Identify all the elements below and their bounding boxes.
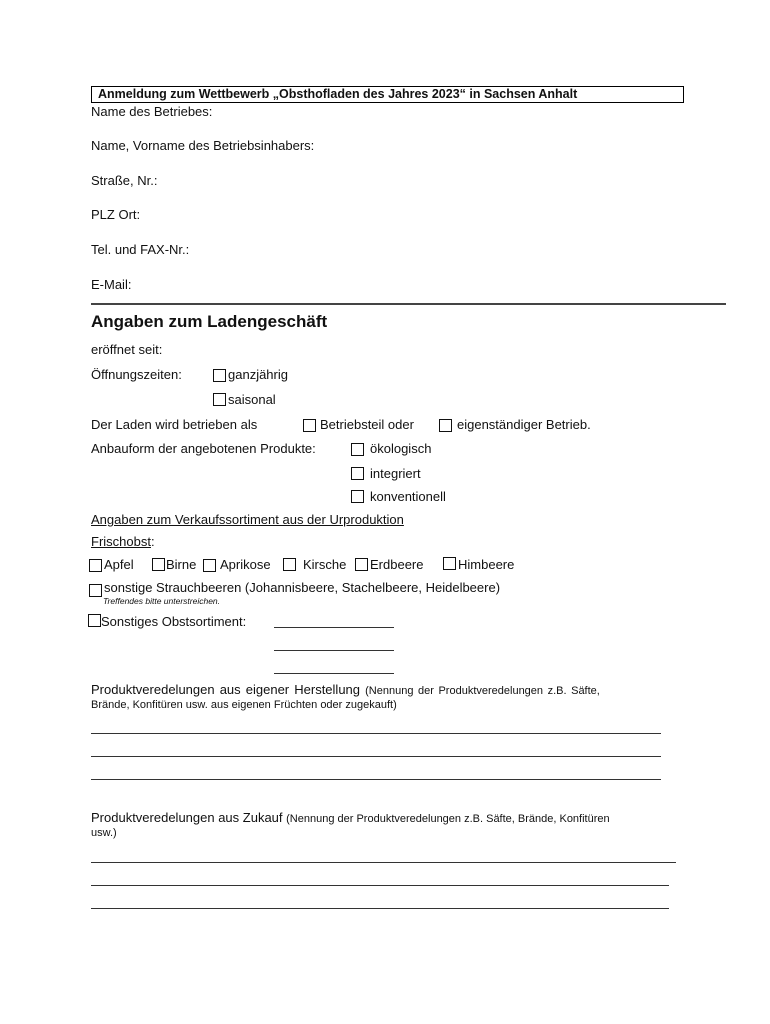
checkbox-business-part[interactable] <box>303 419 316 432</box>
label-pear: Birne <box>166 557 197 572</box>
label-business-part: Betriebsteil oder <box>320 417 414 432</box>
bought-processing-title: Produktveredelungen aus Zukauf <box>91 810 283 825</box>
checkbox-strawberry[interactable] <box>355 558 368 571</box>
fresh-fruit-colon: : <box>150 534 155 549</box>
bought-processing-desc-1: (Nennung der Produktveredelungen z.B. Säfte, Brände, Konfitüren <box>286 813 610 825</box>
own-processing-desc-1: (Nennung der Produktveredelungen z.B. Säfte, <box>365 685 600 697</box>
label-seasonal: saisonal <box>228 392 276 407</box>
other-fruit-line-3[interactable] <box>274 673 394 674</box>
checkbox-raspberry[interactable] <box>443 557 456 570</box>
underline-note: Treffendes bitte unterstreichen. <box>103 596 221 606</box>
checkbox-conventional[interactable] <box>351 490 364 503</box>
opening-hours-label: Öffnungszeiten: <box>91 367 182 382</box>
section-divider <box>91 303 726 305</box>
other-fruit-line-2[interactable] <box>274 650 394 651</box>
field-owner-name[interactable]: Name, Vorname des Betriebsinhabers: <box>91 138 315 153</box>
checkbox-apple[interactable] <box>89 559 102 572</box>
form-title: Anmeldung zum Wettbewerb „Obsthofladen des Jahres 2023“ in Sachsen Anhalt <box>91 86 684 103</box>
label-full-year: ganzjährig <box>228 367 288 382</box>
bought-processing-line-b[interactable] <box>91 885 669 886</box>
label-apricot: Aprikose <box>220 557 271 572</box>
own-processing-line-1 <box>91 682 600 699</box>
own-processing-title: Produktveredelungen aus eigener Herstellung <box>91 682 361 697</box>
label-independent: eigenständiger Betrieb. <box>457 417 591 432</box>
own-processing-line-c[interactable] <box>91 779 661 780</box>
checkbox-ecological[interactable] <box>351 443 364 456</box>
checkbox-cherry[interactable] <box>283 558 296 571</box>
label-other-fruit: Sonstiges Obstsortiment: <box>101 614 247 629</box>
bought-processing-line-1 <box>91 810 610 827</box>
label-strawberry: Erdbeere <box>370 557 424 572</box>
field-phone-fax[interactable]: Tel. und FAX-Nr.: <box>91 242 190 257</box>
opened-since-field[interactable]: eröffnet seit: <box>91 342 163 357</box>
checkbox-apricot[interactable] <box>203 559 216 572</box>
fresh-fruit-heading <box>91 534 155 550</box>
checkbox-independent[interactable] <box>439 419 452 432</box>
own-processing-desc-2: Brände, Konfitüren usw. aus eigenen Früchten oder zugekauft) <box>91 699 397 711</box>
own-processing-line-a[interactable] <box>91 733 661 734</box>
label-conventional: konventionell <box>370 489 446 504</box>
own-processing-line-b[interactable] <box>91 756 661 757</box>
operated-as-label: Der Laden wird betrieben als <box>91 417 258 432</box>
label-raspberry: Himbeere <box>458 557 515 572</box>
field-business-name[interactable]: Name des Betriebes: <box>91 104 213 119</box>
other-fruit-line-1[interactable] <box>274 627 394 628</box>
label-integrated: integriert <box>370 466 421 481</box>
field-email[interactable]: E-Mail: <box>91 277 132 292</box>
shop-heading: Angaben zum Ladengeschäft <box>91 312 328 331</box>
cultivation-label: Anbauform der angebotenen Produkte: <box>91 441 316 456</box>
field-street[interactable]: Straße, Nr.: <box>91 173 158 188</box>
checkbox-other-berries[interactable] <box>89 584 102 597</box>
fresh-fruit-label: Frischobst <box>91 534 151 549</box>
field-zip-city[interactable]: PLZ Ort: <box>91 207 141 222</box>
checkbox-full-year[interactable] <box>213 369 226 382</box>
bought-processing-line-a[interactable] <box>91 862 676 863</box>
checkbox-other-fruit[interactable] <box>88 614 101 627</box>
checkbox-seasonal[interactable] <box>213 393 226 406</box>
label-ecological: ökologisch <box>370 441 432 456</box>
checkbox-pear[interactable] <box>152 558 165 571</box>
label-cherry: Kirsche <box>303 557 347 572</box>
bought-processing-line-c[interactable] <box>91 908 669 909</box>
label-other-berries: sonstige Strauchbeeren (Johannisbeere, Stachelbeere, Heidelbeere) <box>104 580 501 595</box>
assortment-heading: Angaben zum Verkaufssortiment aus der Urproduktion <box>91 512 404 527</box>
label-apple: Apfel <box>104 557 134 572</box>
bought-processing-desc-2: usw.) <box>91 827 117 839</box>
checkbox-integrated[interactable] <box>351 467 364 480</box>
